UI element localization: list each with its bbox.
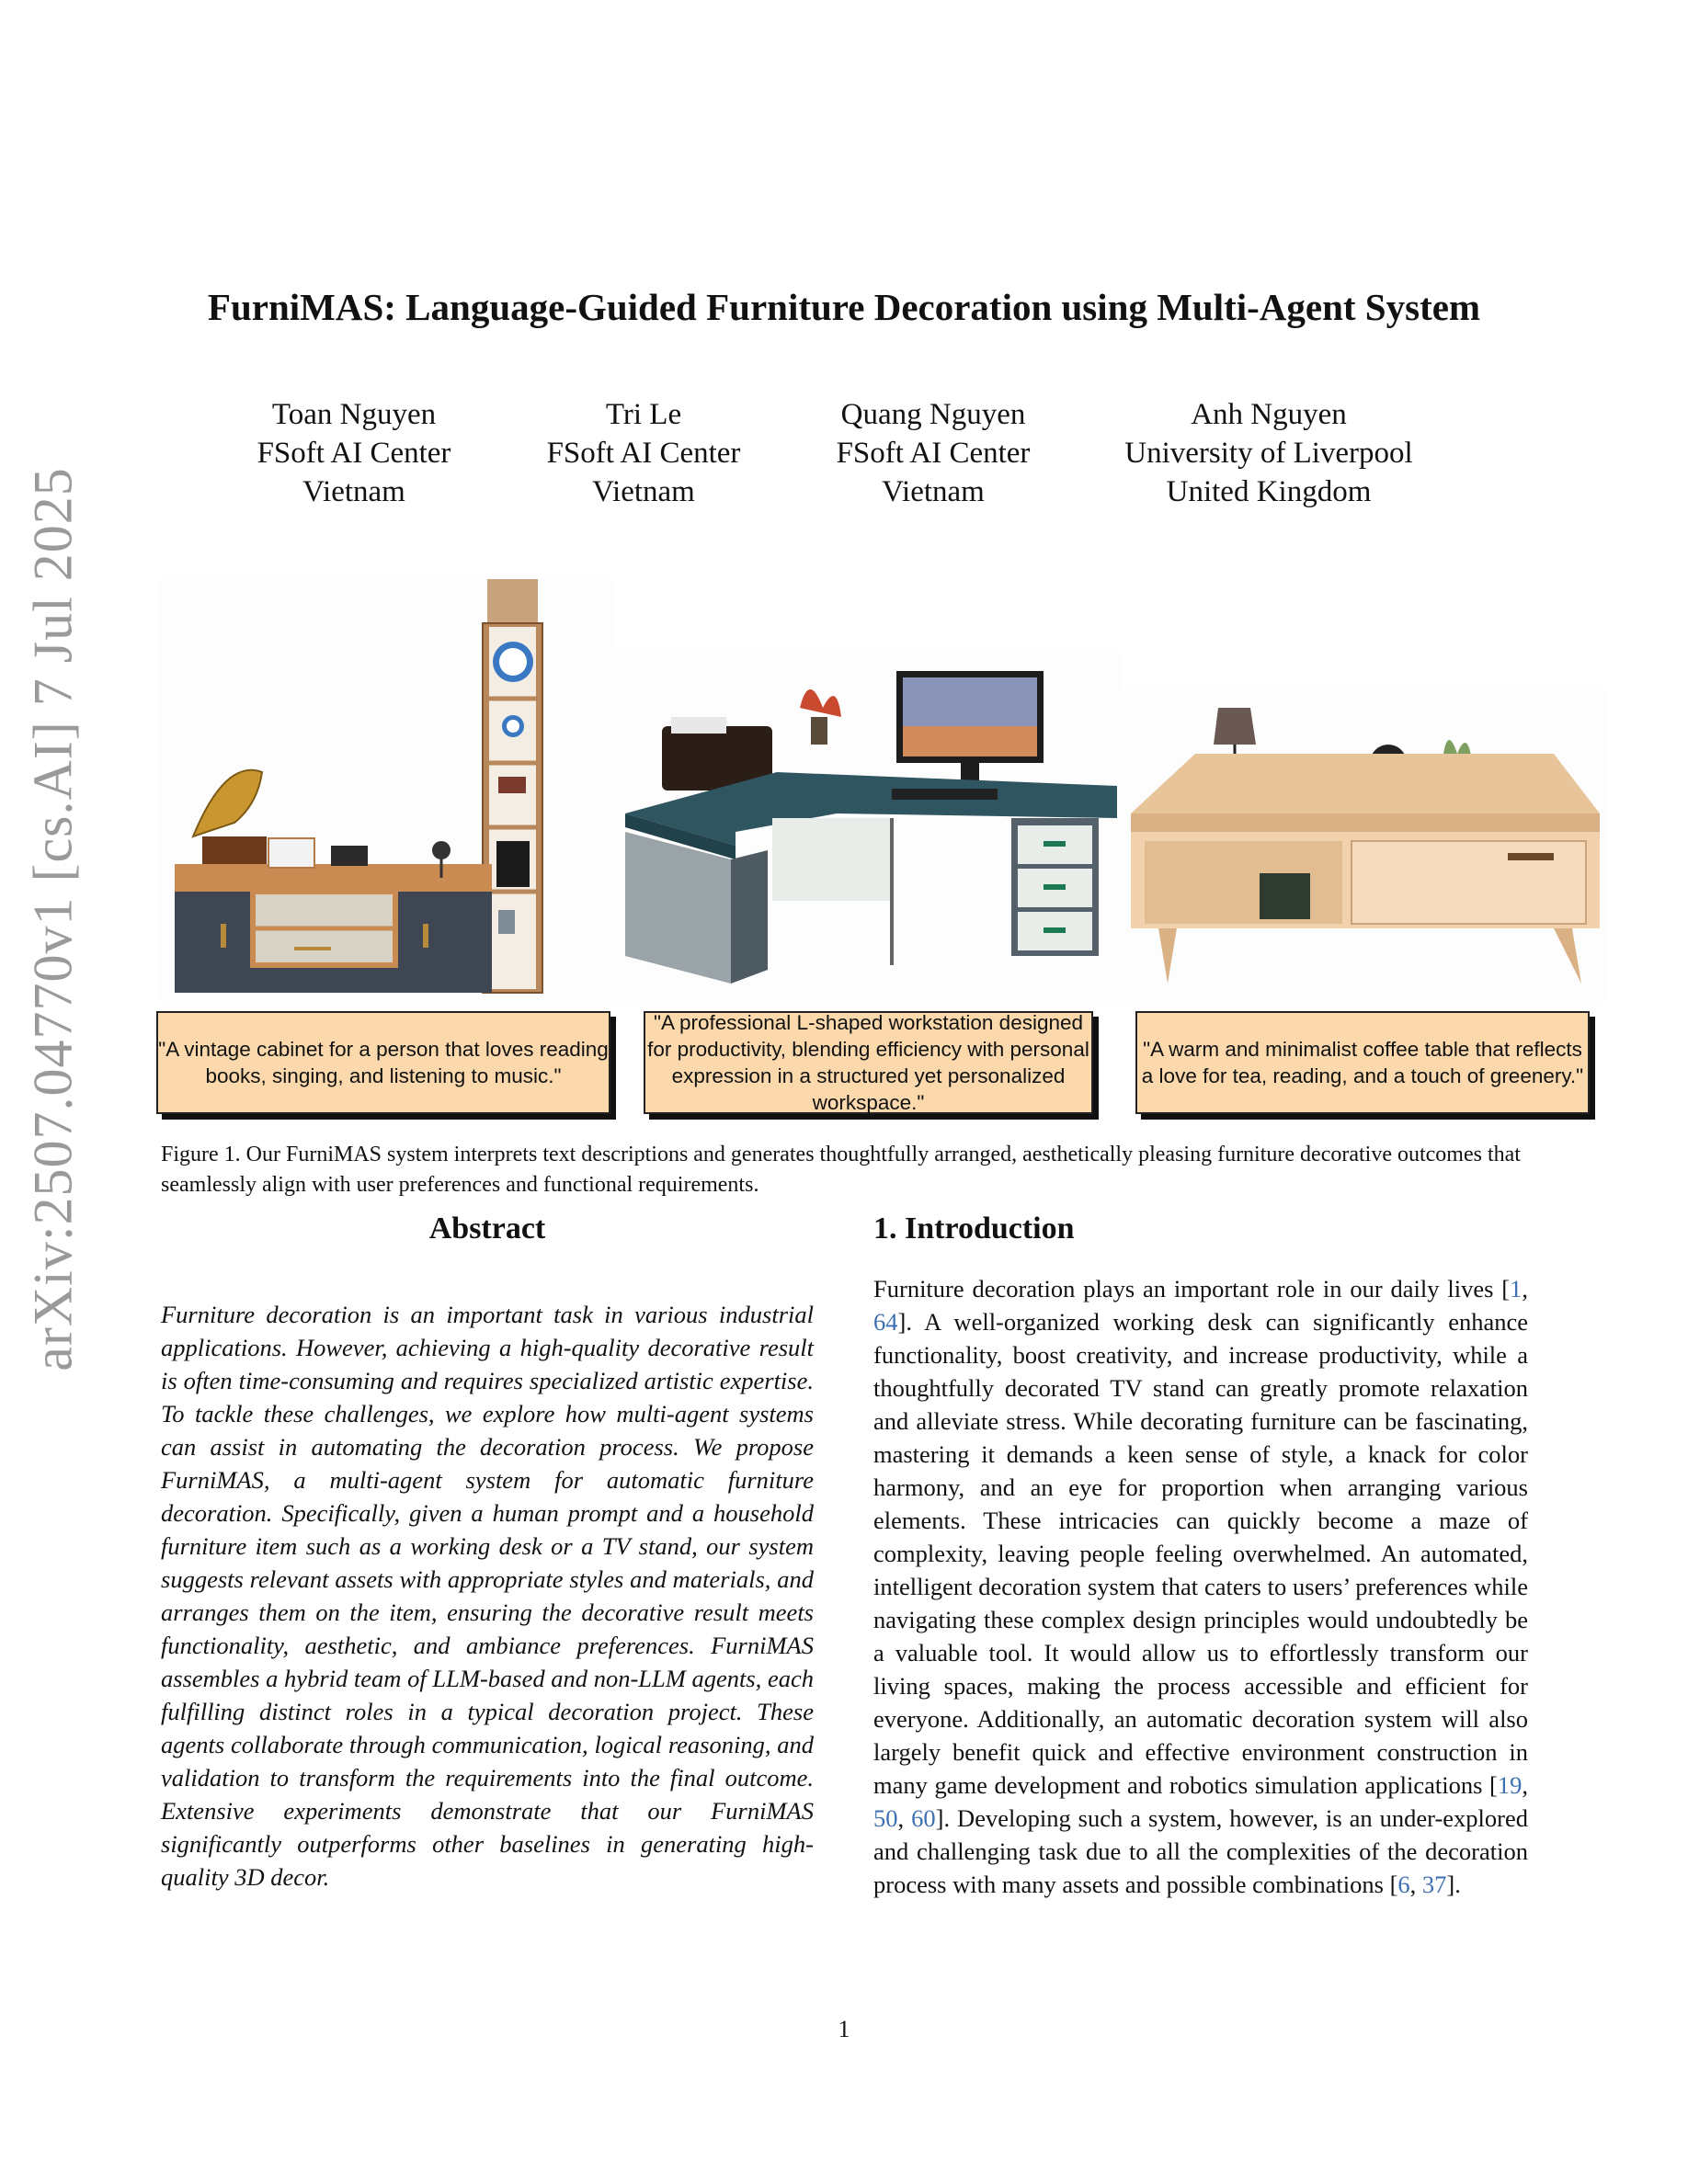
page-number: 1: [838, 2016, 850, 2042]
author-country: Vietnam: [302, 475, 405, 508]
abstract-heading: Abstract: [428, 1211, 546, 1246]
author-affiliation: FSoft AI Center: [836, 437, 1031, 470]
introduction-heading: 1. Introduction: [873, 1211, 1075, 1246]
figure-1: [156, 579, 1609, 1131]
author-block: [221, 395, 487, 511]
prompt-box-desk: [644, 1011, 1093, 1114]
intro-text-segment: ,: [1522, 1275, 1528, 1302]
intro-text-segment: ]. A well-organized working desk can significantly enhance functionality, boost creativity, and increase productivity, while a thoughtfully decorated TV stand can greatly promote relaxation and alleviate stress. While decorating furniture can be fascinating, mastering it demands a keen sense of style, a knack for color harmony, and an eye for proportion when arranging various elements. These intricacies can quickly become a maze of complexity, leaving people feeling overwhelmed. An automated, intelligent decoration system that caters to users’ preferences while navigating these complex design principles would undoubtedly be a valuable tool. It would allow us to effortlessly transform our living spaces, making the process accessible and efficient for everyone. Additionally, an automatic decoration system will also largely benefit quick and effective environment construction in many game development and robotics simulation applications [: [873, 1308, 1528, 1799]
author-affiliation: FSoft AI Center: [257, 437, 451, 470]
intro-text-segment: ,: [1522, 1771, 1528, 1799]
author-block: [510, 395, 777, 511]
prompt-box-coffee-table: [1135, 1011, 1590, 1114]
author-affiliation: FSoft AI Center: [546, 437, 741, 470]
prompt-text: "A vintage cabinet for a person that loves reading books, singing, and listening to music.": [158, 1038, 609, 1087]
prompt-text: "A warm and minimalist coffee table that reflects a love for tea, reading, and a touch of greenery.": [1141, 1038, 1584, 1087]
author-country: Vietnam: [592, 475, 695, 508]
citation-link[interactable]: 37: [1421, 1871, 1447, 1898]
author-country: Vietnam: [882, 475, 985, 508]
citation-link[interactable]: 19: [1497, 1771, 1523, 1799]
vintage-cabinet-render: [156, 579, 616, 1002]
author-name: Anh Nguyen: [1191, 398, 1347, 431]
intro-text-segment: ,: [897, 1804, 912, 1832]
author-country: United Kingdom: [1166, 475, 1372, 508]
citation-link[interactable]: 6: [1397, 1871, 1410, 1898]
prompt-box-cabinet: [156, 1011, 610, 1114]
intro-text-segment: Furniture decoration plays an important role in our daily lives [: [873, 1275, 1511, 1302]
coffee-table-render: [1122, 689, 1609, 1002]
introduction-text: [873, 1272, 1528, 1901]
citation-link[interactable]: 1: [1510, 1275, 1523, 1302]
citation-link[interactable]: 60: [911, 1804, 936, 1832]
author-name: Tri Le: [605, 398, 682, 431]
author-name: Toan Nguyen: [271, 398, 437, 431]
intro-text-segment: ,: [1409, 1871, 1422, 1898]
intro-text-segment: ]. Developing such a system, however, is an under-explored and challenging task due to all the complexities of the decoration process with many assets and possible combinations [: [873, 1804, 1529, 1898]
arxiv-identifier: arXiv:2507.04770v1 [cs.AI] 7 Jul 2025: [22, 467, 84, 1371]
paper-title: FurniMAS: Language-Guided Furniture Decoration using Multi-Agent System: [207, 286, 1481, 328]
l-shaped-desk-render: [616, 653, 1122, 1002]
author-name: Quang Nguyen: [840, 398, 1026, 431]
author-affiliation: University of Liverpool: [1124, 437, 1413, 470]
citation-link[interactable]: 50: [873, 1804, 898, 1832]
author-block: [800, 395, 1066, 511]
prompt-text: "A professional L-shaped workstation designed for productivity, blending efficiency with personal expression in a structured yet personalized workspace.": [647, 1011, 1089, 1114]
abstract-text: Furniture decoration is an important task in various industrial applications. However, achieving a high-quality decorative result is often time-consuming and requires specialized artistic expertise. To tackle these challenges, we explore how multi-agent systems can assist in automating the decoration process. We propose FurniMAS, a multi-agent system for automatic furniture decoration. Specifically, given a human prompt and a household furniture item such as a working desk or a TV stand, our system suggests relevant assets with appropriate styles and materials, and arranges them on the item, ensuring the decorative result meets functionality, aesthetic, and ambiance preferences. FurniMAS assembles a hybrid team of LLM-based and non-LLM agents, each fulfilling distinct roles in a typical decoration project. These agents collaborate through communication, logical reasoning, and validation to transform the requirements into the final outcome. Extensive experiments demonstrate that our FurniMAS significantly outperforms other baselines in generating high-quality 3D decor.: [161, 1301, 814, 1891]
author-block: [1094, 395, 1443, 511]
figure-caption: Figure 1. Our FurniMAS system interprets text descriptions and generates thoughtfully arranged, aesthetically pleasing furniture decorative outcomes that seamlessly align with user preferences and functional requirements.: [161, 1143, 1521, 1197]
citation-link[interactable]: 64: [873, 1308, 898, 1336]
intro-text-segment: ].: [1446, 1871, 1461, 1898]
